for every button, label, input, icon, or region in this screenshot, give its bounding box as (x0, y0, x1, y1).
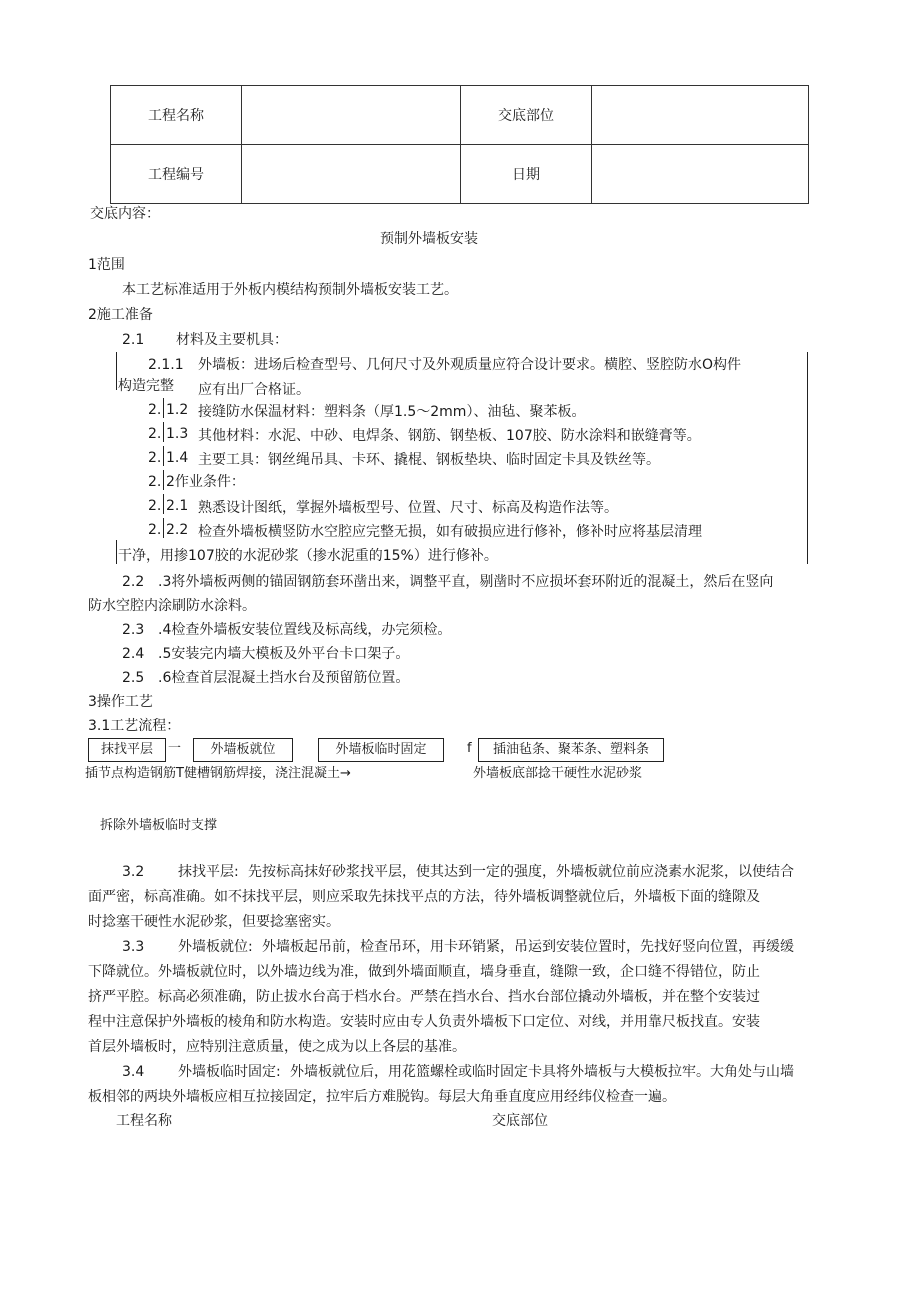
content-label: 交底内容： (90, 206, 160, 222)
handover-part-label: 交底部位 (461, 86, 592, 145)
date-value[interactable] (592, 145, 809, 204)
header-row-1 (111, 86, 809, 145)
header-row-2 (111, 145, 809, 204)
box-right-line (807, 352, 808, 564)
s212-text: 接缝防水保温材料：塑料条（厚1.5～2mm）、油毡、聚苯板。 (198, 404, 586, 420)
s22-text: 2作业条件： (166, 474, 245, 490)
doc-title: 预制外墙板安装 (380, 231, 478, 247)
s211-num: 2.1.1 (148, 357, 184, 373)
flow-line2-left: 插节点构造钢筋T健槽钢筋焊接，浇注混凝土→ (85, 766, 351, 781)
s33-text2: 下降就位。外墙板就位时，以外墙边线为准，做到外墙面顺直，墙身垂直，缝隙一致，企口缝不得错位，防止 (88, 964, 760, 980)
project-no-label: 工程编号 (111, 145, 242, 204)
flow-f-mark: f (467, 741, 472, 756)
flow-box-leveling: 抹找平层 (88, 738, 166, 762)
s34-num: 3.4 (122, 1064, 145, 1080)
s225-num: 2.4 (122, 646, 145, 662)
flow-box-temp-fix: 外墙板临时固定 (318, 738, 444, 762)
s213-text: 其他材料：水泥、中砂、电焊条、钢筋、钢垫板、107胶、防水涂料和嵌缝膏等。 (198, 428, 701, 444)
s33-text4: 程中注意保护外墙板的棱角和防水构造。安装时应由专人负责外墙板下口定位、对线，并用靠尺板找直。安装 (88, 1014, 760, 1030)
s222-num-b: 2.2 (166, 522, 189, 538)
s34-text1: 外墙板就位后，用花篮螺栓或临时固定卡具将外墙板与大模板拉牢。大角处与山墙 (290, 1064, 794, 1080)
s33-text5: 首层外墙板时，应特别注意质量，使之成为以上各层的基准。 (88, 1039, 466, 1055)
tick-213 (163, 422, 164, 442)
flow-dash: 一 (168, 741, 182, 756)
section-1-heading: 1范围 (88, 257, 125, 273)
s34-lead: 外墙板临时固定: (178, 1064, 281, 1080)
s213-num-a: 2. (148, 426, 162, 442)
s214-num-b: 1.4 (166, 450, 189, 466)
s223-num: 2.2 (122, 574, 145, 590)
s211-text2: 应有出厂合格证。 (198, 382, 310, 398)
project-name-value[interactable] (242, 86, 461, 145)
flow-box-insert-strips: 插油毡条、聚苯条、塑料条 (478, 738, 664, 762)
s221-text: 熟悉设计图纸，掌握外墙板型号、位置、尺寸、标高及构造作法等。 (198, 500, 618, 516)
header-table (110, 85, 809, 204)
s222-num-a: 2. (148, 522, 162, 538)
s223-text1: .3将外墙板两侧的锚固钢筋套环凿出来，调整平直，剔凿时不应损坏套环附近的混凝土，然后在竖向 (158, 574, 774, 590)
s32-text1: 先按标高抹好砂浆找平层，使其达到一定的强度，外墙板就位前应浇素水泥浆，以使结合 (248, 864, 794, 880)
section-3-heading: 3操作工艺 (88, 694, 153, 710)
s222-text2: 干净，用掺107胶的水泥砂浆（掺水泥重的15%）进行修补。 (118, 548, 498, 564)
flow-box-positioning: 外墙板就位 (193, 738, 293, 762)
s223-text2: 防水空腔内涂刷防水涂料。 (88, 598, 256, 614)
s33-num: 3.3 (122, 939, 145, 955)
s33-lead: 外墙板就位: (178, 939, 253, 955)
s226-num: 2.5 (122, 670, 145, 686)
s225-text: .5安装完内墙大模板及外平台卡口架子。 (158, 646, 410, 662)
s224-num: 2.3 (122, 622, 145, 638)
flow-line2-right: 外墙板底部捻干硬性水泥砂浆 (473, 766, 643, 781)
s211-prefix: 构造完整 (118, 378, 174, 394)
handover-part-value[interactable] (592, 86, 809, 145)
s221-num-a: 2. (148, 498, 162, 514)
box-left-line-upper (116, 352, 117, 390)
s213-num-b: 1.3 (166, 426, 189, 442)
s222-text1: 检查外墙板横竖防水空腔应完整无损，如有破损应进行修补，修补时应将基层清理 (198, 524, 702, 540)
s212-num-a: 2. (148, 402, 162, 418)
footer-project-name-label: 工程名称 (116, 1113, 172, 1129)
s221-num-b: 2.1 (166, 498, 189, 514)
s226-text: .6检查首层混凝土挡水台及预留筋位置。 (158, 670, 410, 686)
tick-222 (163, 518, 164, 538)
project-name-label: 工程名称 (111, 86, 242, 145)
tick-214 (163, 446, 164, 466)
s33-text1: 外墙板起吊前，检查吊环，用卡环销紧，吊运到安装位置时，先找好竖向位置，再缓缓 (262, 939, 794, 955)
s212-num-b: 1.2 (166, 402, 189, 418)
s34-text2: 板相邻的两块外墙板应相互拉接固定，拉牢后方难脱钩。每层大角垂直度应用经纬仪检查一遍。 (88, 1089, 676, 1105)
tick-212 (163, 398, 164, 418)
s32-text2: 面严密，标高准确。如不抹找平层，则应采取先抹找平点的方法，待外墙板调整就位后，外墙板下面的缝隙及 (88, 889, 760, 905)
s22-num-a: 2. (148, 474, 162, 490)
flow-line3: 拆除外墙板临时支撑 (100, 818, 218, 833)
date-label: 日期 (461, 145, 592, 204)
section-1-text: 本工艺标准适用于外板内模结构预制外墙板安装工艺。 (122, 282, 458, 298)
s21-text: 材料及主要机具： (176, 332, 288, 348)
tick-221 (163, 494, 164, 514)
s21-num: 2.1 (122, 332, 145, 348)
footer-handover-part-label: 交底部位 (492, 1113, 548, 1129)
tick-22 (163, 470, 164, 490)
s31-title: 3.1工艺流程： (88, 718, 181, 734)
s32-text3: 时捻塞干硬性水泥砂浆，但要捻塞密实。 (88, 914, 340, 930)
s224-text: .4检查外墙板安装位置线及标高线，办完须检。 (158, 622, 452, 638)
s211-text1: 外墙板：进场后检查型号、几何尺寸及外观质量应符合设计要求。横腔、竖腔防水O构件 (198, 357, 742, 373)
section-2-heading: 2施工准备 (88, 307, 153, 323)
s214-text: 主要工具：钢丝绳吊具、卡环、撬棍、钢板垫块、临时固定卡具及铁丝等。 (198, 452, 660, 468)
s32-num: 3.2 (122, 864, 145, 880)
s214-num-a: 2. (148, 450, 162, 466)
s32-lead: 抹找平层: (178, 864, 239, 880)
s33-text3: 挤严平腔。标高必须准确，防止拔水台高于档水台。严禁在挡水台、挡水台部位撬动外墙板，并在整个安装过 (88, 989, 760, 1005)
box-left-line-lower (116, 540, 117, 564)
project-no-value[interactable] (242, 145, 461, 204)
